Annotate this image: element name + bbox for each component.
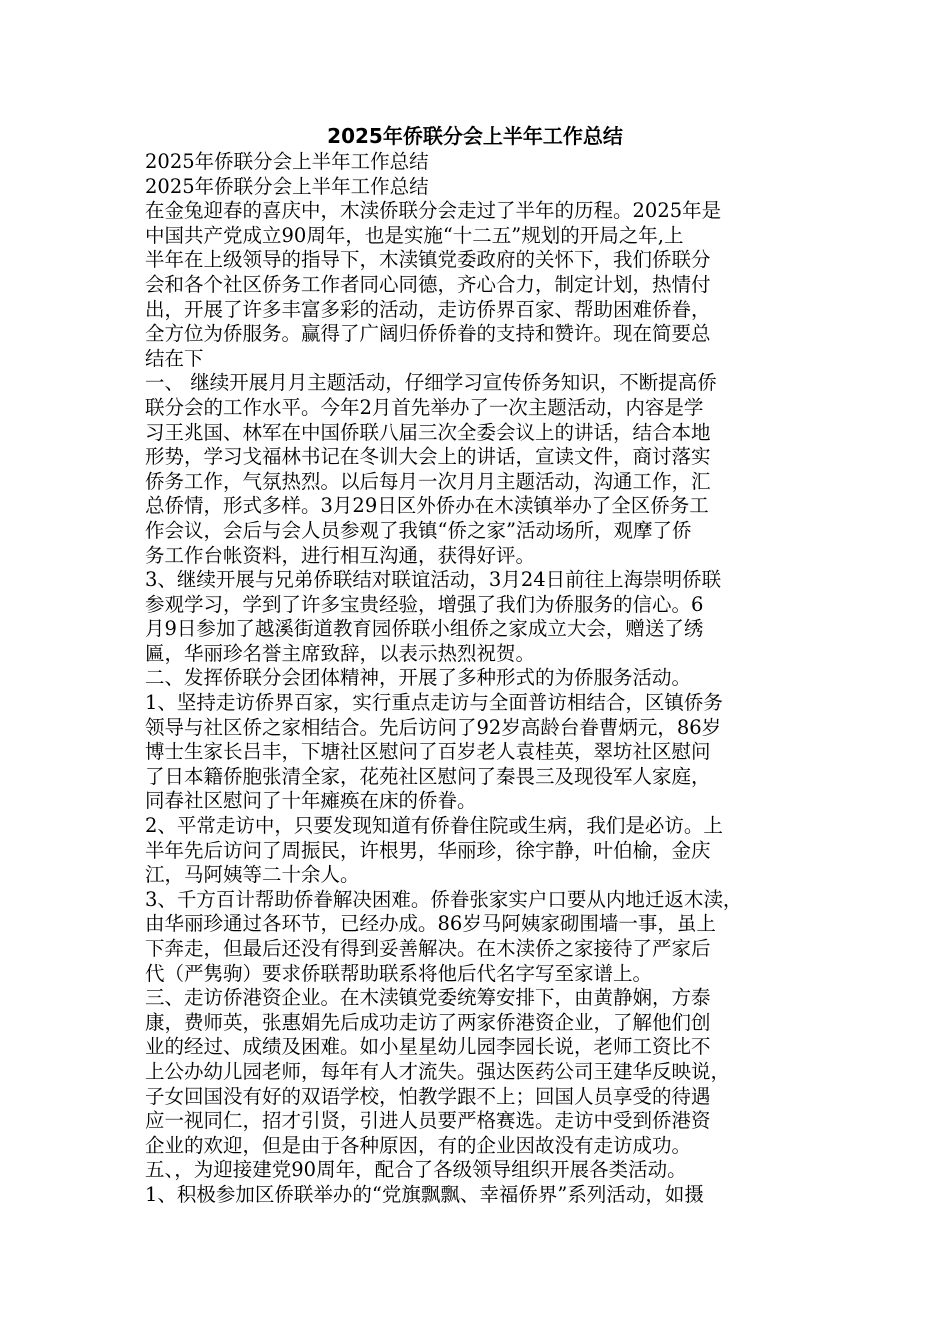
- text-line: 总侨情，形式多样。3月29日区外侨办在木渎镇举办了全区侨务工: [145, 494, 709, 518]
- text-line: 中国共产党成立90周年，也是实施“十二五”规划的开局之年,上: [145, 223, 684, 247]
- text-line: 作会议，会后与会人员参观了我镇“侨之家”活动场所，观摩了侨: [145, 518, 692, 542]
- document-title: 2025年侨联分会上半年工作总结: [327, 124, 623, 148]
- text-line: 2025年侨联分会上半年工作总结: [145, 174, 429, 198]
- text-line: 3、继续开展与兄弟侨联结对联谊活动，3月24日前往上海崇明侨联: [145, 568, 722, 592]
- text-line: 代（严隽驹）要求侨联帮助联系将他后代名字写至家谱上。: [145, 961, 653, 985]
- text-line: 习王兆国、林军在中国侨联八届三次全委会议上的讲话，结合本地: [145, 420, 711, 444]
- document-body: [145, 150, 815, 1208]
- text-line: 2、平常走访中，只要发现知道有侨眷住院或生病，我们是必访。上: [145, 814, 723, 838]
- text-line: 半年先后访问了周振民，许根男，华丽珍，徐宇静，叶伯榆，金庆: [145, 838, 711, 862]
- text-line: 三、走访侨港资企业。在木渎镇党委统筹安排下，由黄静娴，方泰: [145, 986, 711, 1010]
- text-line: 在金兔迎春的喜庆中，木渎侨联分会走过了半年的历程。2025年是: [145, 199, 722, 223]
- text-line: 业的经过、成绩及困难。如小星星幼儿园李园长说，老师工资比不: [145, 1035, 711, 1059]
- text-line: 半年在上级领导的指导下，木渎镇党委政府的关怀下，我们侨联分: [145, 248, 711, 272]
- text-line: 月9日参加了越溪街道教育园侨联小组侨之家成立大会，赠送了绣: [145, 617, 704, 641]
- text-line: 下奔走，但最后还没有得到妥善解决。在木渎侨之家接待了严家后: [145, 937, 711, 960]
- text-line: 由华丽珍通过各环节，已经办成。86岁马阿姨家砌围墙一事，虽上: [145, 912, 716, 936]
- text-line: 领导与社区侨之家相结合。先后访问了92岁高龄台眷曹炳元，86岁: [145, 715, 722, 739]
- text-line: 全方位为侨服务。赢得了广阔归侨侨眷的支持和赞许。现在简要总: [145, 322, 711, 346]
- text-line: 1、坚持走访侨界百家，实行重点走访与全面普访相结合，区镇侨务: [145, 691, 723, 715]
- text-line: 3、千方百计帮助侨眷解决困难。侨眷张家实户口要从内地迁返木渎，: [145, 887, 743, 911]
- text-line: 康，费师英，张惠娟先后成功走访了两家侨港资企业，了解他们创: [145, 1010, 711, 1034]
- text-line: 出，开展了许多丰富多彩的活动，走访侨界百家、帮助困难侨眷，: [145, 297, 711, 321]
- text-line: 参观学习，学到了许多宝贵经验，增强了我们为侨服务的信心。6: [145, 592, 704, 616]
- text-line: 上公办幼儿园老师，每年有人才流失。强达医药公司王建华反映说，: [145, 1059, 731, 1083]
- text-line: 子女回国没有好的双语学校，怕教学跟不上；回国人员享受的待遇: [145, 1084, 711, 1108]
- text-line: 形势，学习戈福林书记在冬训大会上的讲话，宣读文件，商讨落实: [145, 445, 711, 469]
- text-line: 联分会的工作水平。今年2月首先举办了一次主题活动，内容是学: [145, 395, 704, 419]
- text-line: 2025年侨联分会上半年工作总结: [145, 150, 429, 173]
- text-line: 一、 继续开展月月主题活动，仔细学习宣传侨务知识，不断提高侨: [145, 371, 717, 395]
- text-line: 会和各个社区侨务工作者同心同德，齐心合力，制定计划，热情付: [145, 272, 711, 296]
- text-line: 应一视同仁，招才引贤，引进人员要严格赛选。走访中受到侨港资: [145, 1109, 711, 1133]
- text-line: 江，马阿姨等二十余人。: [145, 863, 360, 887]
- text-line: 1、积极参加区侨联举办的“党旗飘飘、幸福侨界”系列活动，如摄: [145, 1182, 704, 1206]
- text-line: 务工作台帐资料，进行相互沟通，获得好评。: [145, 543, 536, 567]
- text-line: 同春社区慰问了十年瘫痪在床的侨眷。: [145, 789, 477, 813]
- text-line: 二、发挥侨联分会团体精神，开展了多种形式的为侨服务活动。: [145, 666, 692, 690]
- text-line: 了日本籍侨胞张清全家，花苑社区慰问了秦畏三及现役军人家庭，: [145, 764, 711, 788]
- text-line: 五、，为迎接建党90周年，配合了各级领导组织开展各类活动。: [145, 1158, 687, 1182]
- text-line: 博士生家长吕丰，下塘社区慰问了百岁老人袁桂英，翠坊社区慰问: [145, 740, 711, 764]
- text-line: 匾，华丽珍名誉主席致辞，以表示热烈祝贺。: [145, 641, 536, 665]
- text-line: 侨务工作，气氛热烈。以后每月一次月月主题活动，沟通工作，汇: [145, 469, 711, 493]
- text-line: 结在下: [145, 346, 204, 370]
- text-line: 企业的欢迎，但是由于各种原因，有的企业因故没有走访成功。: [145, 1133, 692, 1157]
